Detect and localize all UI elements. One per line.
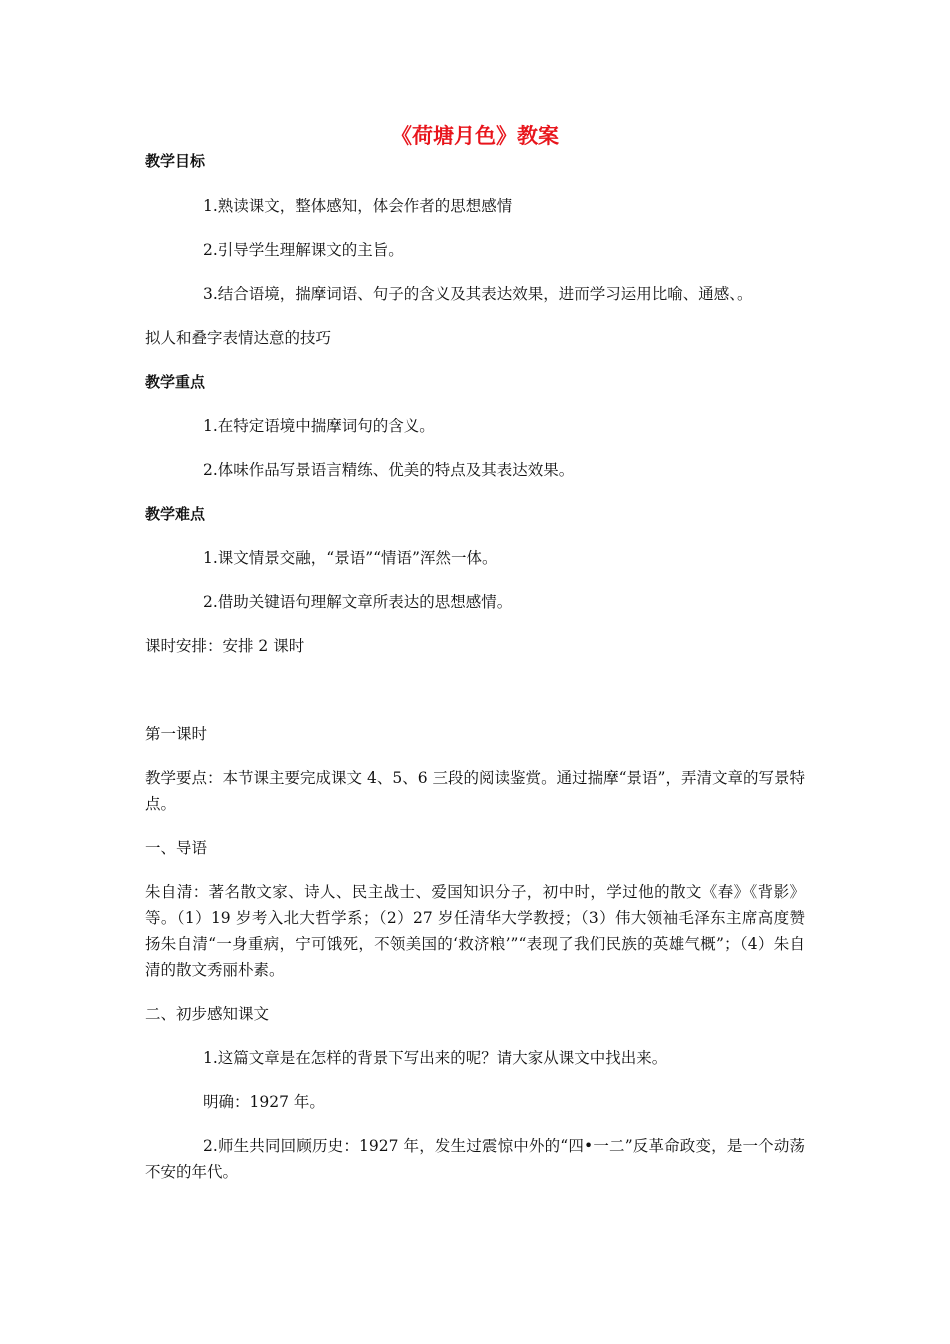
key-point-item-2: 2.体味作品写景语言精练、优美的特点及其表达效果。 — [203, 461, 575, 479]
goals-heading: 教学目标 — [145, 152, 206, 170]
goal-item-1: 1.熟读课文，整体感知，体会作者的思想感情 — [203, 197, 513, 215]
section2-question-2: 2.师生共同回顾历史：1927 年，发生过震惊中外的“四•一二”反革命政变，是一个动荡不安的年代。 — [145, 1137, 805, 1181]
lesson1-focus: 教学要点：本节课主要完成课文 4、5、6 三段的阅读鉴赏。通过揣摩“景语”，弄清文章的写景特点。 — [145, 769, 805, 813]
key-points-heading: 教学重点 — [145, 373, 206, 391]
document-title: 《荷塘月色》教案 — [391, 124, 559, 148]
section2-heading: 二、初步感知课文 — [145, 1005, 270, 1023]
goal-item-2: 2.引导学生理解课文的主旨。 — [203, 241, 404, 259]
difficulties-heading: 教学难点 — [145, 505, 206, 523]
section2-question-1: 1.这篇文章是在怎样的背景下写出来的呢？请大家从课文中找出来。 — [203, 1049, 668, 1067]
difficulty-item-1: 1.课文情景交融，“景语”“情语”浑然一体。 — [203, 549, 498, 567]
section1-text: 朱自清：著名散文家、诗人、民主战士、爱国知识分子，初中时，学过他的散文《春》《背影》等。（1）19 岁考入北大哲学系；（2）27 岁任清华大学教授；（3）伟大领袖毛泽东主席高度赞扬朱自清“一身重病，宁可饿死，不领美国的‘救济粮’”“表现了我们民族的英雄气概”；（4）朱自清的散文秀丽朴素。 — [145, 883, 805, 979]
key-point-item-1: 1.在特定语境中揣摩词句的含义。 — [203, 417, 435, 435]
section1-heading: 一、导语 — [145, 839, 208, 857]
goal-item-3-continuation: 拟人和叠字表情达意的技巧 — [145, 329, 332, 347]
difficulty-item-2: 2.借助关键语句理解文章所表达的思想感情。 — [203, 593, 513, 611]
goal-item-3: 3.结合语境，揣摩词语、句子的含义及其表达效果，进而学习运用比喻、通感、。 — [203, 285, 753, 303]
section2-answer-1: 明确：1927 年。 — [203, 1093, 325, 1111]
lesson1-heading: 第一课时 — [145, 725, 208, 743]
schedule-text: 课时安排：安排 2 课时 — [145, 637, 305, 655]
